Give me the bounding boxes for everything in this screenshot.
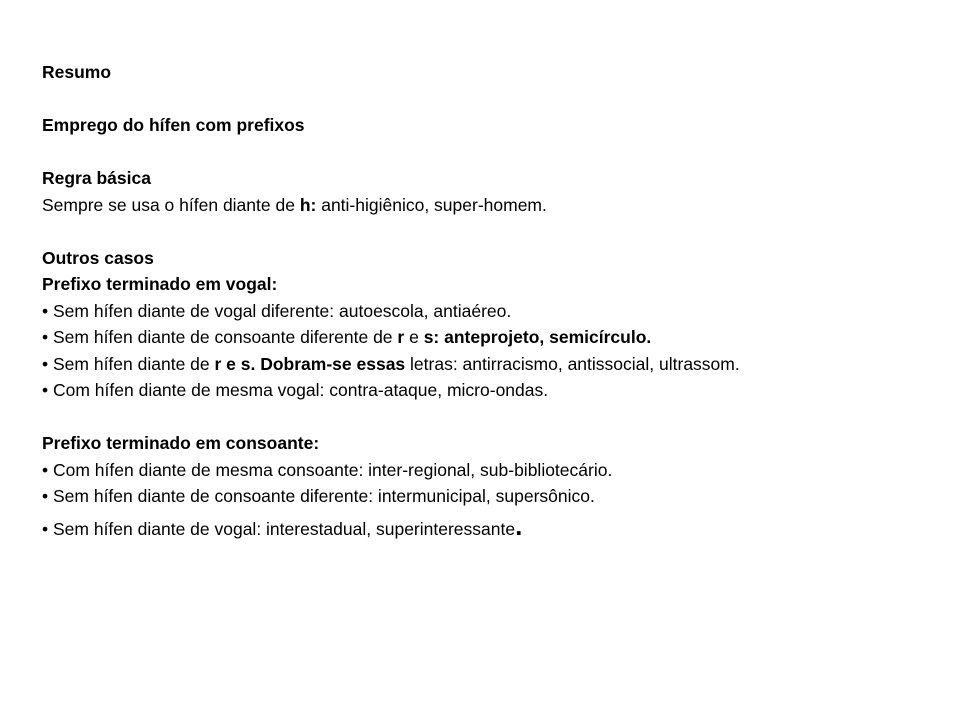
spacer [42, 139, 740, 166]
vowel-bullet-2 [42, 324, 740, 351]
basic-rule-text-b: anti-higiênico, super-homem. [316, 194, 547, 215]
basic-rule-heading: Regra básica [42, 168, 151, 188]
vowel-bullet-3-bold: r e s. Dobram-se essas [214, 353, 406, 374]
consonant-bullet-3-text: • Sem hífen diante de vogal: interestadual, superinteressante [42, 518, 516, 539]
basic-rule-text-h: h: [299, 194, 317, 215]
spacer [42, 218, 740, 245]
title: Resumo [42, 62, 112, 82]
basic-rule-text [42, 192, 740, 219]
vowel-bullet-3-b: letras: antirracismo, antissocial, ultrassom. [405, 353, 740, 374]
document-body [42, 59, 740, 542]
vowel-bullet-2-e: e [404, 327, 424, 347]
spacer [42, 86, 740, 113]
vowel-bullet-1: • Sem hífen diante de vogal diferente: autoescola, antiaéreo. [42, 300, 512, 321]
vowel-bullet-4: • Com hífen diante de mesma vogal: contra-ataque, micro-ondas. [42, 380, 549, 400]
vowel-bullet-2-r: r [397, 327, 405, 347]
spacer [42, 404, 740, 431]
vowel-bullet-2-a: • Sem hífen diante de consoante diferente de [42, 327, 398, 347]
consonant-bullet-1: • Com hífen diante de mesma consoante: inter-regional, sub-bibliotecário. [42, 459, 613, 480]
vowel-bullet-3 [42, 351, 740, 378]
subtitle: Emprego do hífen com prefixos [42, 115, 305, 135]
vowel-bullet-3-a: • Sem hífen diante de [42, 353, 215, 374]
vowel-bullet-2-s: s: anteprojeto, semicírculo. [423, 327, 652, 347]
vowel-prefix-heading: Prefixo terminado em vogal: [42, 274, 278, 294]
other-cases-heading: Outros casos [42, 247, 154, 268]
consonant-bullet-2: • Sem hífen diante de consoante diferente: intermunicipal, supersônico. [42, 486, 595, 506]
consonant-bullet-3-period: . [515, 510, 523, 541]
consonant-bullet-3 [42, 510, 740, 543]
basic-rule-text-a: Sempre se usa o hífen diante de [42, 194, 300, 215]
consonant-prefix-heading: Prefixo terminado em consoante: [42, 433, 320, 453]
